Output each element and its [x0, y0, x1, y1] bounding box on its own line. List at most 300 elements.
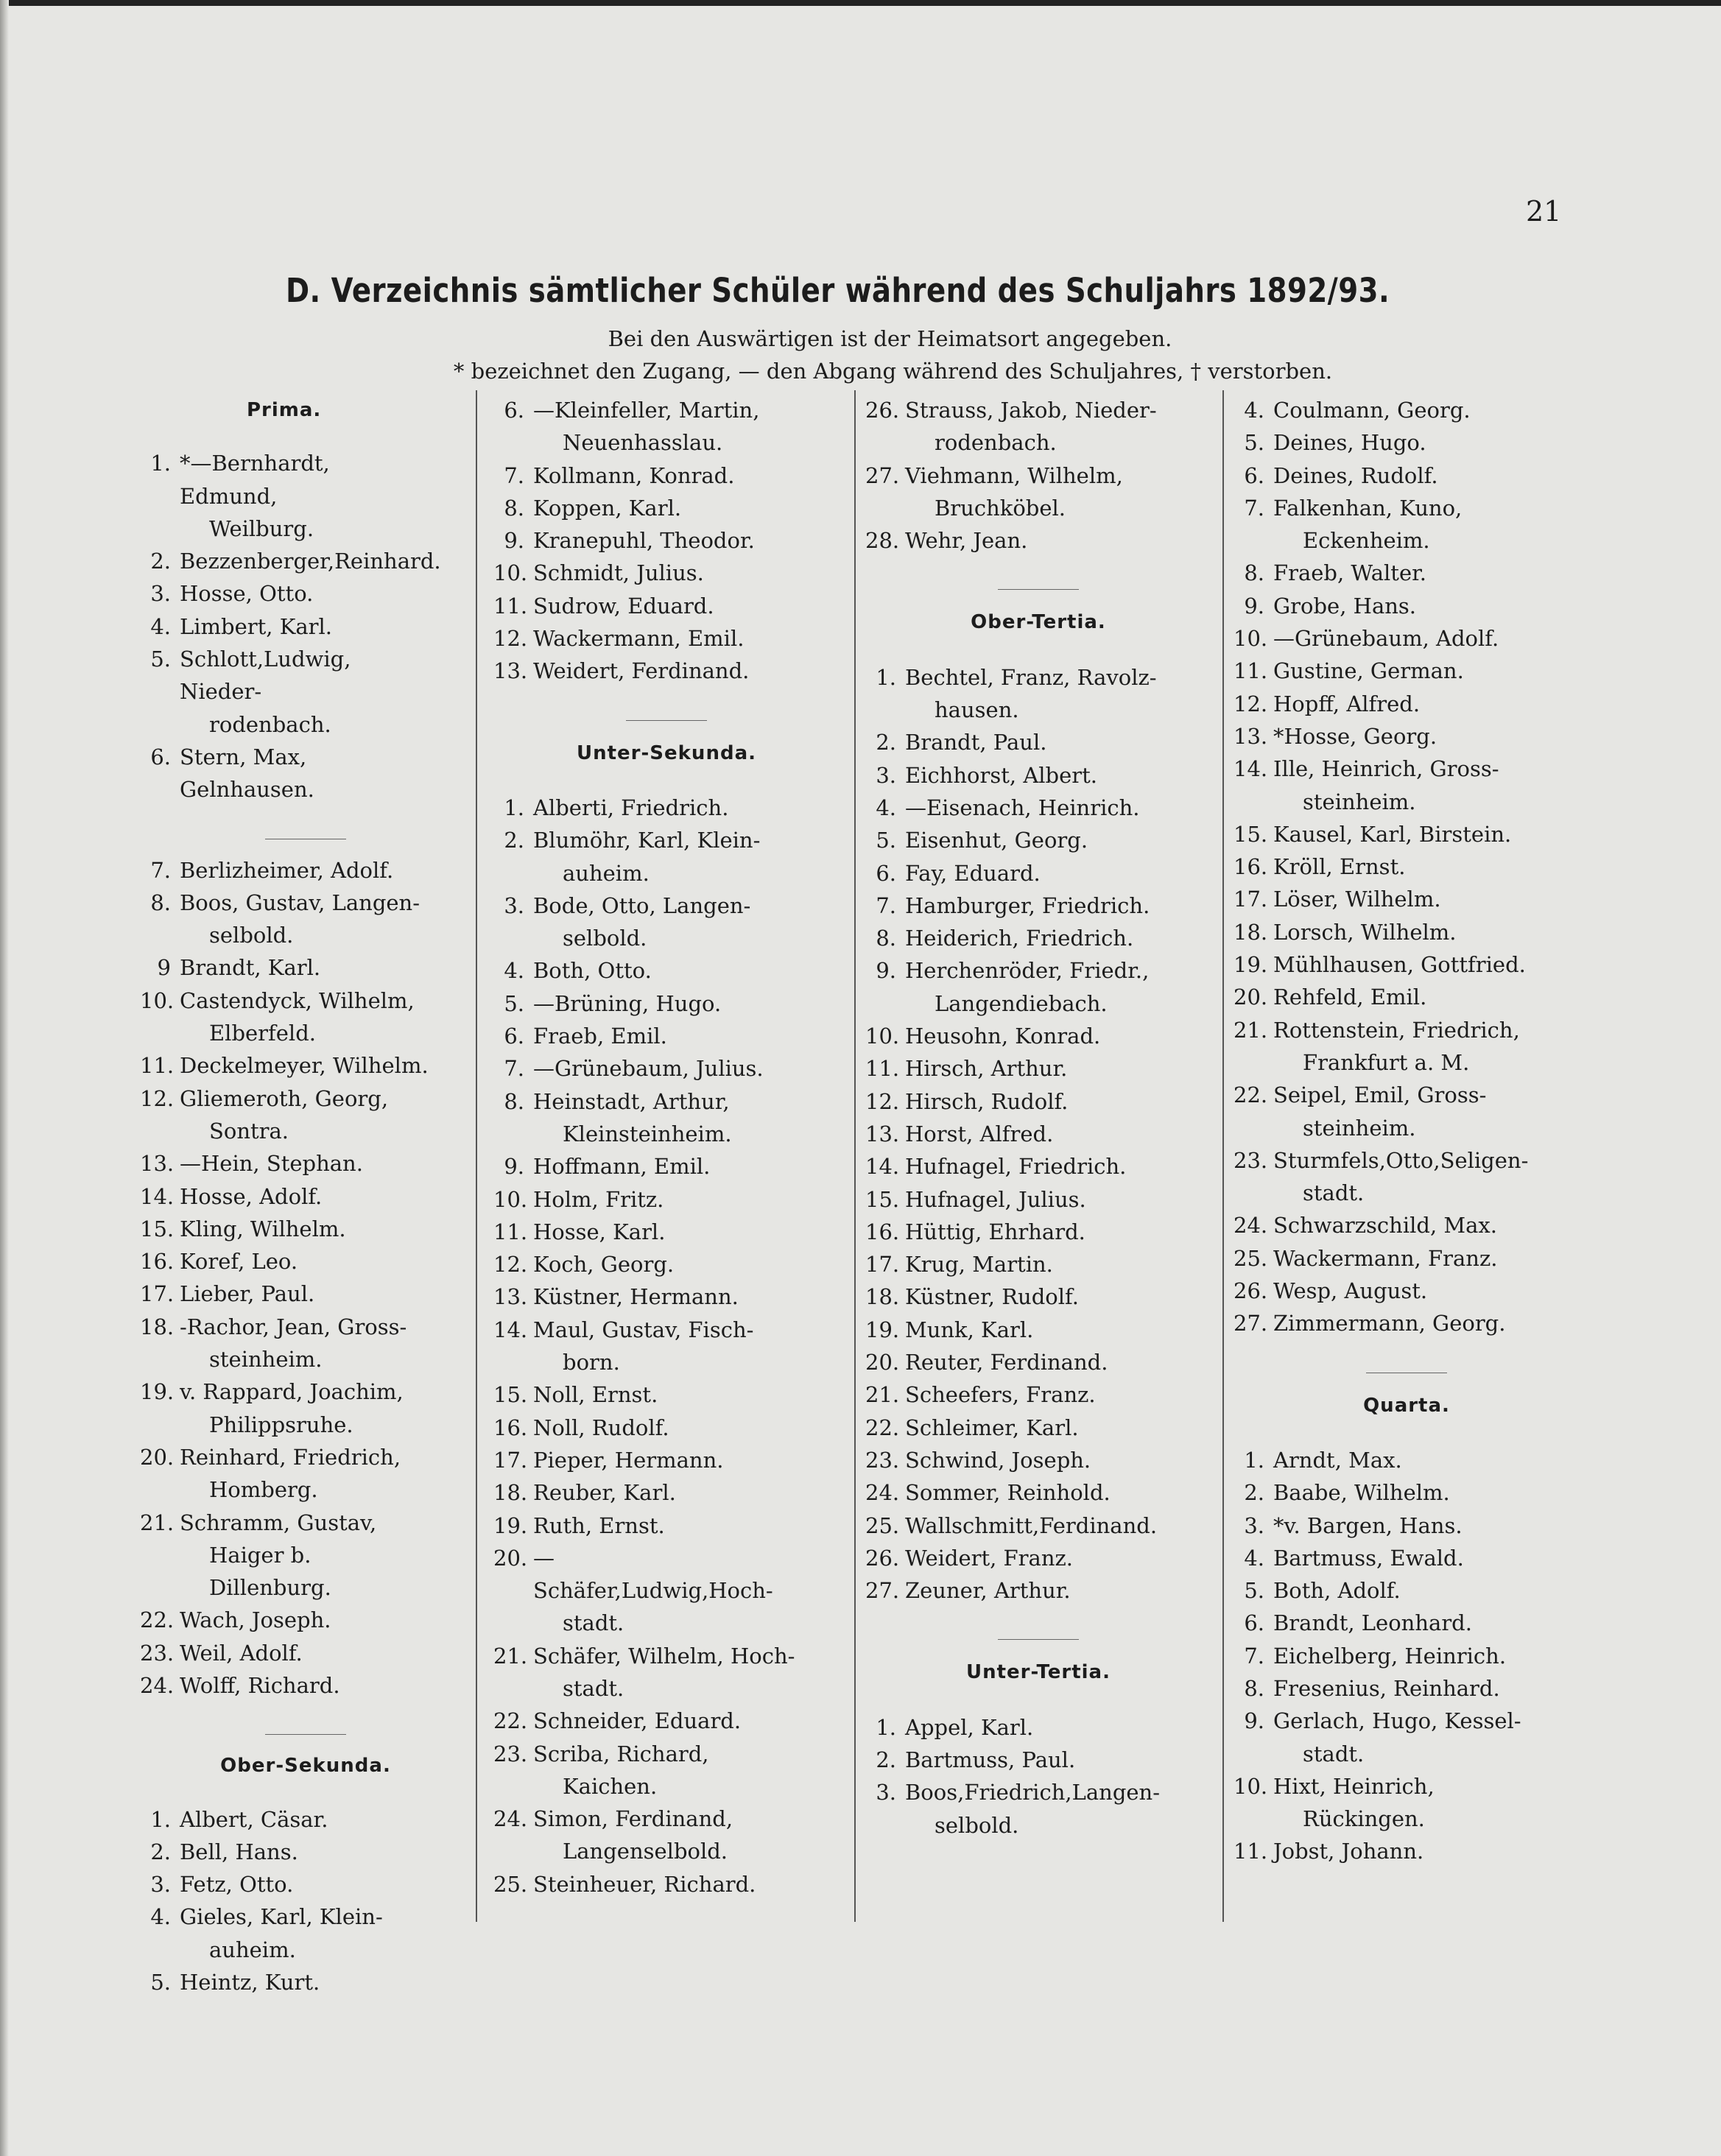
entry-number: 1.: [1244, 1447, 1264, 1473]
entry-number: 7.: [504, 1056, 524, 1082]
entry-number: 21.: [493, 1643, 528, 1669]
entry-number: 16.: [865, 1219, 900, 1244]
entry-name: [905, 1346, 1170, 1378]
entry-name: [180, 951, 430, 984]
list-item: [1233, 850, 1580, 883]
entry-number: 3.: [504, 892, 524, 918]
entry-line: Schneider, Eduard.: [533, 1708, 742, 1734]
entry-number: 2.: [504, 828, 524, 853]
entry-number: 9.: [1244, 1708, 1264, 1734]
entry-line: Seipel, Emil, Gross-: [1273, 1082, 1487, 1108]
list-item: [140, 1803, 471, 1836]
entry-number: 14.: [1233, 756, 1268, 782]
list-item: [1233, 622, 1580, 655]
entry-line: Gustine, German.: [1273, 658, 1464, 684]
entry-name: [533, 492, 798, 524]
list-item: [1233, 1209, 1580, 1241]
entry-number: 11.: [1233, 1839, 1268, 1864]
list-item: [1233, 1835, 1580, 1867]
entry-name: [905, 889, 1170, 922]
entry-name: [180, 887, 430, 952]
entry-line: Appel, Karl.: [905, 1714, 1034, 1740]
entry-number: 21.: [140, 1509, 175, 1535]
entry-continuation: Weilburg.: [209, 515, 314, 541]
separator-rule: [265, 1734, 346, 1735]
list-item: [1233, 948, 1580, 981]
entry-line: Koref, Leo.: [180, 1249, 298, 1275]
entry-line: Gliemeroth, Georg,: [180, 1085, 389, 1111]
entry-name: [1273, 1509, 1538, 1542]
entry-number: 27.: [865, 1578, 900, 1604]
entry-line: Hosse, Otto.: [180, 581, 314, 607]
entry-name: [905, 1314, 1170, 1346]
entry-number: 8.: [504, 495, 524, 521]
entry-line: Coulmann, Georg.: [1273, 398, 1471, 423]
list-item: [1233, 1144, 1580, 1210]
entry-line: Heintz, Kurt.: [180, 1970, 320, 1995]
entry-line: Steinheuer, Richard.: [533, 1871, 756, 1897]
list-item: [140, 1637, 471, 1669]
section-heading-ober-sekunda: Ober-Sekunda.: [220, 1755, 391, 1778]
entry-name: [905, 1509, 1170, 1542]
entry-line: Wehr, Jean.: [905, 528, 1028, 554]
entry-number: 18.: [1233, 919, 1268, 945]
entry-line: Schlott,Ludwig, Nieder-: [180, 647, 351, 705]
list-item: [493, 459, 840, 492]
list-item: [1233, 1705, 1580, 1770]
entry-line: Eisenhut, Georg.: [905, 828, 1088, 853]
entry-line: Weidert, Ferdinand.: [533, 658, 750, 684]
entry-number: 4.: [504, 958, 524, 984]
list-item: [1233, 1542, 1580, 1574]
entry-number: 8.: [1244, 560, 1264, 586]
list-item: [140, 447, 471, 545]
entry-name: [180, 1278, 430, 1310]
student-list: [865, 661, 1211, 1607]
entry-line: — Schäfer,Ludwig,Hoch-: [533, 1545, 773, 1604]
entry-number: 19.: [865, 1317, 900, 1342]
list-item: [1233, 1275, 1580, 1307]
entry-line: Schramm, Gustav,: [180, 1509, 377, 1535]
list-item: [493, 622, 840, 655]
entry-name: [180, 643, 430, 741]
entry-name: [1273, 1574, 1538, 1607]
entry-line: Boos, Gustav, Langen-: [180, 889, 420, 915]
entry-line: Mühlhausen, Gottfried.: [1273, 952, 1526, 978]
entry-name: [180, 1507, 430, 1604]
entry-number: 25.: [1233, 1245, 1268, 1271]
entry-number: 11.: [493, 1219, 528, 1244]
entry-name: [533, 954, 798, 987]
subtitle-legend: * bezeichnet den Zugang, — den Abgang während des Schuljahres, † verstorben.: [453, 359, 1333, 384]
entry-name: [905, 1476, 1170, 1509]
entry-line: Hosse, Karl.: [533, 1219, 666, 1244]
entry-continuation: rodenbach.: [935, 430, 1057, 456]
entry-name: [1273, 1476, 1538, 1509]
entry-line: Scheefers, Franz.: [905, 1382, 1096, 1408]
entry-name: [905, 1118, 1170, 1150]
entry-number: 14.: [493, 1317, 528, 1342]
list-item: [140, 643, 471, 741]
entry-name: [533, 1280, 798, 1313]
entry-line: —Hein, Stephan.: [180, 1151, 363, 1177]
entry-number: 8.: [504, 1088, 524, 1114]
list-item: [865, 1085, 1211, 1118]
entry-number: 16.: [140, 1249, 175, 1275]
entry-name: [533, 792, 798, 824]
list-item: [140, 1375, 471, 1441]
student-list: [493, 792, 840, 1900]
entry-name: [533, 622, 798, 655]
entry-line: Hoffmann, Emil.: [533, 1154, 711, 1180]
list-item: [865, 1476, 1211, 1509]
entry-number: 15.: [1233, 821, 1268, 847]
entry-line: Küstner, Hermann.: [533, 1284, 739, 1310]
entry-number: 22.: [865, 1415, 900, 1440]
entry-name: [180, 1245, 430, 1278]
entry-continuation: Philippsruhe.: [209, 1412, 353, 1437]
entry-name: [533, 1412, 798, 1444]
entry-continuation: steinheim.: [209, 1347, 323, 1373]
list-item: [865, 1776, 1211, 1842]
list-item: [493, 1183, 840, 1216]
list-item: [865, 792, 1211, 824]
entry-number: 5.: [504, 990, 524, 1016]
section-heading-ober-tertia: Ober-Tertia.: [971, 611, 1106, 634]
entry-continuation: Kleinsteinheim.: [563, 1121, 732, 1146]
entry-name: [1273, 622, 1538, 655]
entry-line: v. Rappard, Joachim,: [180, 1379, 404, 1405]
entry-number: 5.: [876, 828, 896, 853]
section-heading-unter-sekunda: Unter-Sekunda.: [576, 741, 756, 764]
entry-name: [1273, 1144, 1538, 1210]
entry-line: Kollmann, Konrad.: [533, 462, 735, 488]
list-item: [493, 1216, 840, 1248]
entry-name: [905, 524, 1170, 557]
entry-continuation: auheim.: [209, 1937, 296, 1962]
entry-number: 3.: [876, 762, 896, 788]
entry-number: 5.: [150, 647, 171, 672]
list-item: [865, 857, 1211, 889]
entry-line: Weil, Adolf.: [180, 1640, 303, 1666]
entry-number: 19.: [140, 1379, 175, 1405]
list-item: [865, 1314, 1211, 1346]
entry-name: [1273, 590, 1538, 622]
entry-name: [180, 1966, 430, 1998]
entry-name: [1273, 492, 1538, 557]
list-item: [493, 1705, 840, 1737]
entry-number: 28.: [865, 528, 900, 554]
entry-name: [1273, 1770, 1538, 1836]
entry-name: [1273, 1307, 1538, 1339]
list-item: [493, 492, 840, 524]
list-item: [865, 661, 1211, 727]
entry-line: -Rachor, Jean, Gross-: [180, 1314, 407, 1339]
entry-number: 4.: [1244, 1545, 1264, 1571]
entry-name: [533, 1183, 798, 1216]
entry-name: [180, 1803, 430, 1836]
entry-number: 8.: [150, 889, 171, 915]
list-item: [865, 1216, 1211, 1248]
entry-name: [533, 1542, 798, 1640]
entry-name: [533, 1248, 798, 1280]
list-item: [493, 1052, 840, 1085]
entry-name: [905, 394, 1170, 459]
entry-line: Weidert, Franz.: [905, 1545, 1074, 1571]
list-item: [493, 1150, 840, 1183]
entry-line: Sudrow, Eduard.: [533, 593, 714, 619]
entry-number: 15.: [865, 1186, 900, 1212]
entry-line: Sturmfels,Otto,Seligen-: [1273, 1147, 1529, 1173]
entry-name: [533, 1378, 798, 1411]
list-item: [493, 954, 840, 987]
entry-line: —Eisenach, Heinrich.: [905, 795, 1140, 820]
entry-name: [533, 655, 798, 687]
entry-line: Reinhard, Friedrich,: [180, 1444, 401, 1470]
entry-line: Wach, Joseph.: [180, 1607, 331, 1633]
entry-name: [180, 1049, 430, 1082]
entry-name: [905, 1412, 1170, 1444]
entry-number: 4.: [150, 613, 171, 639]
list-item: [493, 792, 840, 824]
entry-line: Kranepuhl, Theodor.: [533, 528, 755, 554]
entry-line: Grobe, Hans.: [1273, 593, 1417, 619]
entry-name: [1273, 948, 1538, 981]
entry-line: Eichhorst, Albert.: [905, 762, 1098, 788]
entry-number: 23.: [493, 1741, 528, 1766]
entry-name: [533, 557, 798, 589]
entry-line: *—Bernhardt, Edmund,: [180, 451, 330, 509]
list-item: [865, 459, 1211, 525]
list-item: [493, 655, 840, 687]
entry-name: [533, 524, 798, 557]
entry-number: 27.: [865, 462, 900, 488]
entry-number: 7.: [504, 462, 524, 488]
entry-line: Lieber, Paul.: [180, 1281, 315, 1307]
entry-name: [1273, 850, 1538, 883]
list-item: [865, 954, 1211, 1020]
list-item: [1233, 459, 1580, 492]
entry-number: 11.: [865, 1056, 900, 1082]
list-item: [493, 1738, 840, 1803]
student-list: [140, 854, 471, 1702]
entry-number: 21.: [865, 1382, 900, 1408]
entry-line: Deines, Rudolf.: [1273, 462, 1438, 488]
entry-number: 3.: [150, 1872, 171, 1898]
list-item: [140, 545, 471, 577]
list-item: [1233, 753, 1580, 818]
entry-number: 19.: [1233, 952, 1268, 978]
list-item: [1233, 1770, 1580, 1836]
entry-name: [180, 1900, 430, 1966]
page-top-edge: [0, 0, 1721, 6]
entry-line: Arndt, Max.: [1273, 1447, 1402, 1473]
list-item: [140, 1147, 471, 1180]
list-item: [140, 577, 471, 610]
entry-name: [1273, 1835, 1538, 1867]
entry-name: [533, 987, 798, 1020]
list-item: [865, 1020, 1211, 1052]
entry-line: Heinstadt, Arthur,: [533, 1088, 730, 1114]
entry-name: [533, 1020, 798, 1052]
entry-number: 11.: [493, 593, 528, 619]
student-list: [865, 394, 1211, 557]
entry-line: Fay, Eduard.: [905, 860, 1041, 886]
list-item: [865, 726, 1211, 758]
list-item: [493, 889, 840, 955]
entry-name: [533, 824, 798, 889]
entry-line: Brandt, Paul.: [905, 730, 1047, 755]
entry-line: Both, Adolf.: [1273, 1578, 1401, 1604]
entry-line: Eichelberg, Heinrich.: [1273, 1643, 1507, 1669]
entry-number: 21.: [1233, 1017, 1268, 1043]
student-list: [493, 394, 840, 688]
entry-line: Wallschmitt,Ferdinand.: [905, 1512, 1158, 1538]
list-item: [493, 590, 840, 622]
entry-name: [905, 857, 1170, 889]
entry-line: Schwarzschild, Max.: [1273, 1213, 1497, 1239]
entry-name: [1273, 1079, 1538, 1144]
entry-continuation: Kaichen.: [563, 1773, 658, 1799]
entry-name: [905, 1150, 1170, 1183]
entry-number: 12.: [1233, 691, 1268, 716]
student-list: [1233, 394, 1580, 1340]
list-item: [493, 1640, 840, 1705]
list-item: [1233, 981, 1580, 1013]
entry-number: 18.: [865, 1284, 900, 1310]
entry-name: [533, 1444, 798, 1476]
entry-number: 27.: [1233, 1311, 1268, 1336]
entry-number: 22.: [140, 1607, 175, 1633]
entry-line: Holm, Fritz.: [533, 1186, 664, 1212]
entry-line: Deckelmeyer, Wilhelm.: [180, 1053, 429, 1079]
entry-number: 25.: [865, 1512, 900, 1538]
entry-number: 24.: [1233, 1213, 1268, 1239]
entry-number: 20.: [493, 1545, 528, 1571]
column-2: [493, 394, 840, 1900]
list-item: [140, 1669, 471, 1702]
entry-continuation: Langenselbold.: [563, 1839, 728, 1864]
entry-name: [1273, 1275, 1538, 1307]
entry-number: 10.: [493, 1186, 528, 1212]
entry-line: Hufnagel, Julius.: [905, 1186, 1086, 1212]
list-item: [1233, 1672, 1580, 1705]
entry-number: 20.: [140, 1444, 175, 1470]
entry-number: 1.: [504, 795, 524, 820]
entry-line: Falkenhan, Kuno,: [1273, 495, 1463, 521]
entry-name: [180, 447, 430, 545]
entry-number: 10.: [1233, 1773, 1268, 1799]
entry-number: 2.: [150, 1839, 171, 1864]
entry-number: 17.: [1233, 887, 1268, 912]
entry-number: 6.: [504, 1024, 524, 1049]
entry-name: [905, 1542, 1170, 1574]
list-item: [1233, 1574, 1580, 1607]
list-item: [140, 854, 471, 887]
entry-name: [905, 1280, 1170, 1313]
list-item: [493, 1378, 840, 1411]
entry-continuation: selbold.: [563, 926, 647, 951]
entry-number: 6.: [504, 398, 524, 423]
entry-number: 26.: [1233, 1278, 1268, 1304]
entry-number: 1.: [876, 664, 896, 690]
entry-line: Hirsch, Arthur.: [905, 1056, 1068, 1082]
list-item: [1233, 557, 1580, 589]
entry-line: Zeuner, Arthur.: [905, 1578, 1071, 1604]
list-item: [140, 887, 471, 952]
entry-number: 1.: [150, 451, 171, 476]
entry-number: 16.: [1233, 854, 1268, 880]
entry-line: —Brüning, Hugo.: [533, 990, 722, 1016]
list-item: [865, 1542, 1211, 1574]
list-item: [493, 1280, 840, 1313]
list-item: [865, 1574, 1211, 1607]
list-item: [140, 1868, 471, 1900]
entry-name: [1273, 1014, 1538, 1079]
entry-line: Ruth, Ernst.: [533, 1512, 665, 1538]
entry-line: Fetz, Otto.: [180, 1872, 294, 1898]
entry-name: [1273, 1607, 1538, 1639]
entry-name: [533, 1216, 798, 1248]
entry-line: Küstner, Rudolf.: [905, 1284, 1079, 1310]
entry-line: Bezzenberger,Reinhard.: [180, 549, 441, 574]
list-item: [1233, 1444, 1580, 1476]
entry-name: [533, 1052, 798, 1085]
entry-line: Fresenius, Reinhard.: [1273, 1675, 1500, 1701]
entry-number: 8.: [1244, 1675, 1264, 1701]
entry-continuation: Frankfurt a. M.: [1303, 1049, 1470, 1075]
entry-name: [905, 922, 1170, 954]
entry-line: Deines, Hugo.: [1273, 430, 1426, 456]
list-item: [865, 824, 1211, 856]
entry-line: Koch, Georg.: [533, 1252, 675, 1278]
entry-number: 6.: [1244, 1610, 1264, 1636]
list-item: [1233, 655, 1580, 687]
entry-line: Wackermann, Franz.: [1273, 1245, 1498, 1271]
list-item: [865, 1150, 1211, 1183]
entry-line: Bell, Hans.: [180, 1839, 298, 1864]
list-item: [140, 741, 471, 806]
list-item: [1233, 1476, 1580, 1509]
page-title: D. Verzeichnis sämtlicher Schüler während des Schuljahrs 1892/93.: [286, 271, 1390, 310]
entry-number: 15.: [493, 1382, 528, 1408]
entry-number: 10.: [493, 560, 528, 586]
student-list: [140, 1803, 471, 1999]
separator-rule: [626, 720, 707, 721]
entry-name: [905, 1216, 1170, 1248]
entry-continuation: hausen.: [935, 697, 1019, 723]
list-item: [1233, 883, 1580, 915]
column-divider: [1222, 390, 1224, 1922]
list-item: [140, 984, 471, 1050]
entry-name: [180, 1441, 430, 1507]
entry-number: 18.: [493, 1480, 528, 1506]
entry-line: Löser, Wilhelm.: [1273, 887, 1441, 912]
entry-name: [905, 459, 1170, 525]
subtitle-residence-note: Bei den Auswärtigen ist der Heimatsort angegeben.: [608, 326, 1172, 351]
entry-name: [1273, 916, 1538, 948]
list-item: [865, 759, 1211, 792]
list-item: [140, 1311, 471, 1376]
column-1: [140, 394, 471, 1998]
list-item: [140, 610, 471, 643]
entry-name: [533, 1476, 798, 1509]
entry-line: Kröll, Ernst.: [1273, 854, 1406, 880]
entry-number: 12.: [493, 1252, 528, 1278]
entry-number: 9.: [1244, 593, 1264, 619]
entry-number: 11.: [1233, 658, 1268, 684]
list-item: [493, 1314, 840, 1379]
